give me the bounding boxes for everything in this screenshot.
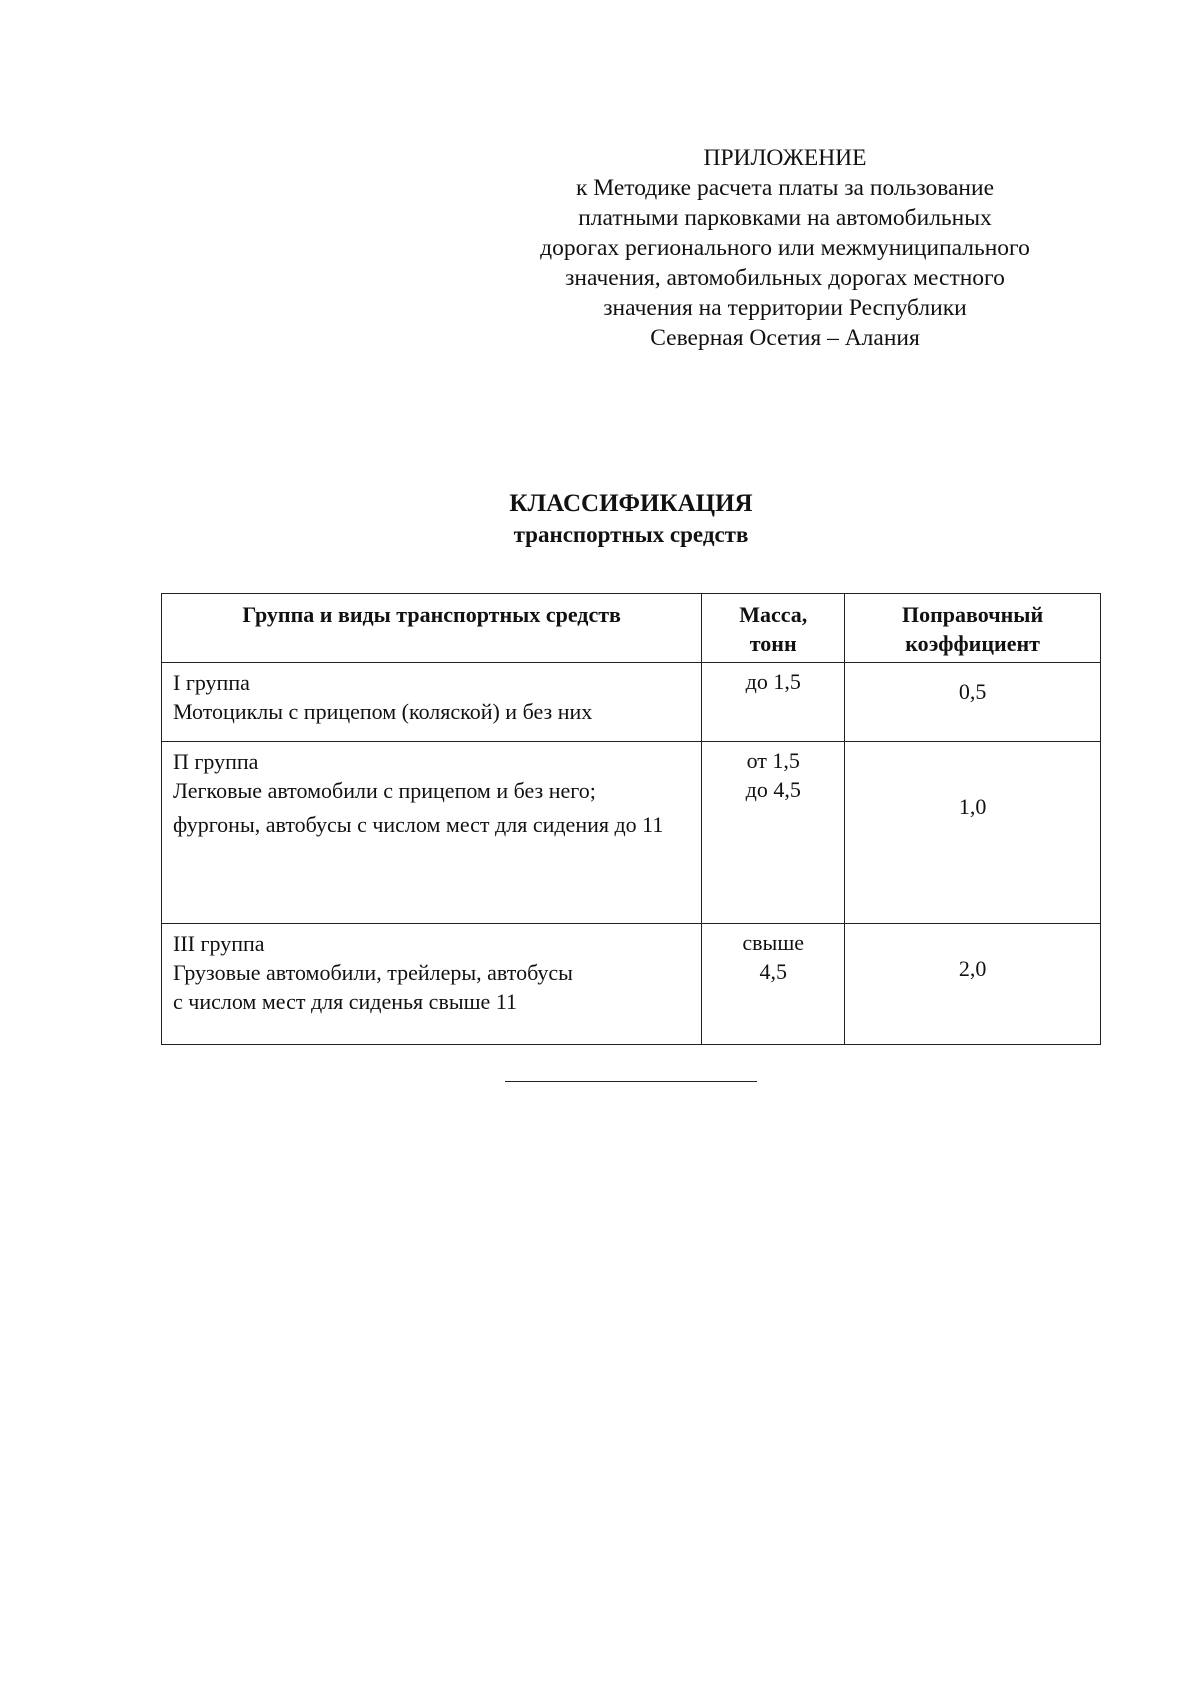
coefficient-cell: [845, 663, 1101, 742]
appendix-line: дорогах регионального или межмуниципального: [540, 235, 1030, 261]
appendix-heading: ПРИЛОЖЕНИЕ: [703, 145, 867, 171]
coefficient-cell: [845, 742, 1101, 924]
header-coef-line2: коэффициент: [905, 631, 1040, 656]
mass-value: 4,5: [759, 959, 787, 984]
classification-table: [161, 593, 1101, 1045]
group-name: I группа: [173, 670, 250, 695]
group-name: П группа: [173, 749, 259, 774]
group-name: III группа: [173, 931, 265, 956]
mass-value: до 4,5: [745, 777, 801, 802]
appendix-line: Северная Осетия – Алания: [650, 325, 920, 351]
appendix-line: платными парковками на автомобильных: [578, 205, 992, 231]
group-description: с числом мест для сиденья свыше 11: [173, 989, 517, 1014]
appendix-line: значения на территории Республики: [603, 295, 967, 321]
table-row: [162, 663, 1101, 742]
title-sub: транспортных средств: [513, 522, 749, 547]
header-mass: [702, 594, 845, 663]
mass-value: свыше: [742, 930, 805, 955]
table-header-row: [162, 594, 1101, 663]
coefficient-value: 1,0: [958, 794, 987, 819]
header-group: [162, 594, 702, 663]
mass-cell: [702, 924, 845, 1045]
appendix-block: [515, 143, 1055, 353]
group-cell: [162, 663, 702, 742]
header-coef-line1: Поправочный: [902, 602, 1044, 627]
coefficient-value: 2,0: [958, 956, 987, 981]
header-mass-line1: Масса,: [739, 602, 808, 627]
coefficient-cell: [845, 924, 1101, 1045]
group-description: фургоны, автобусы с числом мест для сидения до 11: [173, 812, 664, 837]
appendix-line: значения, автомобильных дорогах местного: [565, 265, 1005, 291]
table-row: [162, 742, 1101, 924]
group-description: Легковые автомобили с прицепом и без него;: [173, 778, 596, 803]
mass-cell: [702, 663, 845, 742]
group-cell: [162, 924, 702, 1045]
group-description: Мотоциклы с прицепом (коляской) и без них: [173, 699, 593, 724]
mass-value: от 1,5: [746, 748, 800, 773]
group-description: Грузовые автомобили, трейлеры, автобусы: [173, 960, 573, 985]
group-cell: [162, 742, 702, 924]
mass-value: до 1,5: [745, 669, 801, 694]
appendix-line: к Методике расчета платы за пользование: [575, 175, 995, 201]
mass-cell: [702, 742, 845, 924]
end-divider: [505, 1081, 757, 1082]
title-main: КЛАССИФИКАЦИЯ: [509, 490, 753, 517]
document-title: [0, 488, 1200, 550]
header-group-label: Группа и виды транспортных средств: [242, 602, 621, 627]
header-mass-line2: тонн: [749, 631, 797, 656]
header-coefficient: [845, 594, 1101, 663]
table-row: [162, 924, 1101, 1045]
coefficient-value: 0,5: [958, 679, 987, 704]
